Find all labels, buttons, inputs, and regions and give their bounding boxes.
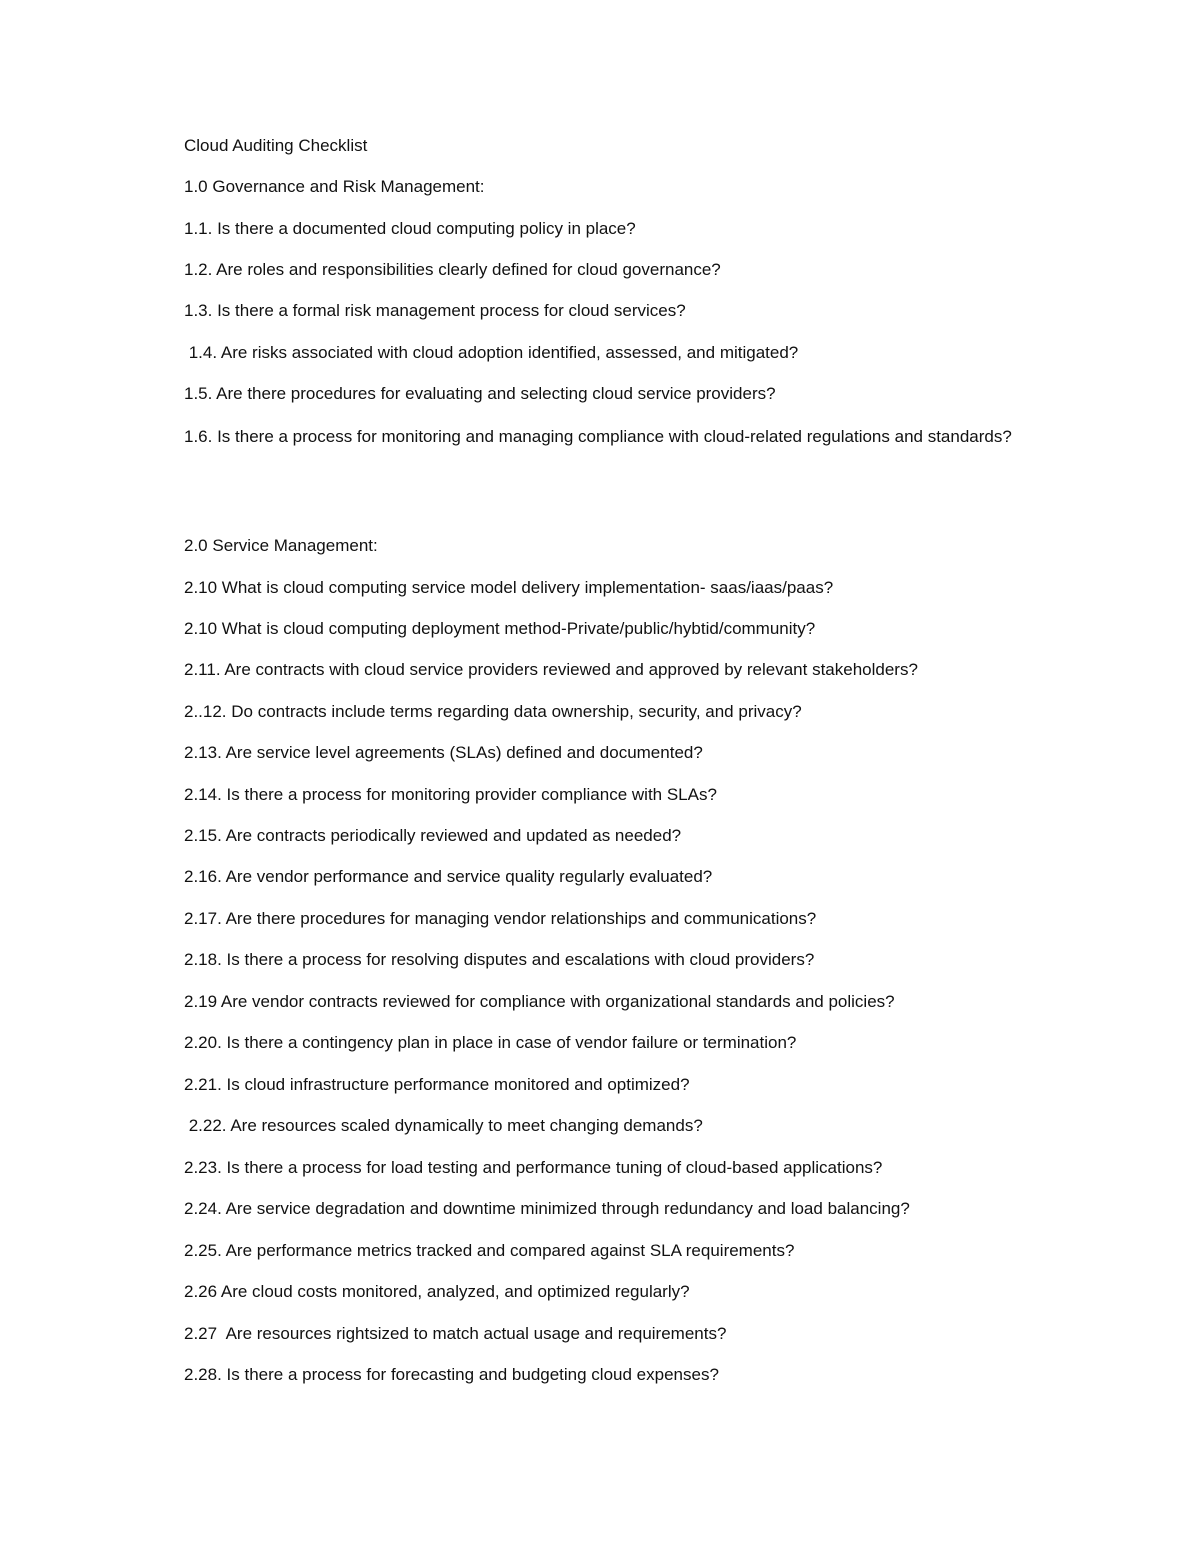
checklist-item: 1.5. Are there procedures for evaluating and selecting cloud service providers? [184, 384, 776, 403]
checklist-item: 2.21. Is cloud infrastructure performance monitored and optimized? [184, 1075, 690, 1094]
section-heading-service-management: 2.0 Service Management: [184, 536, 378, 555]
checklist-item: 2.14. Is there a process for monitoring provider compliance with SLAs? [184, 785, 717, 804]
checklist-item: 2.28. Is there a process for forecasting and budgeting cloud expenses? [184, 1365, 719, 1384]
checklist-item: 2.27 Are resources rightsized to match actual usage and requirements? [184, 1324, 727, 1343]
checklist-item: 2.16. Are vendor performance and service quality regularly evaluated? [184, 867, 713, 886]
checklist-item: 2.17. Are there procedures for managing vendor relationships and communications? [184, 909, 817, 928]
checklist-item: 2.20. Is there a contingency plan in place in case of vendor failure or termination? [184, 1033, 797, 1052]
checklist-item: 2.11. Are contracts with cloud service providers reviewed and approved by relevant stakeholders? [184, 660, 918, 679]
checklist-item: 2.26 Are cloud costs monitored, analyzed, and optimized regularly? [184, 1282, 690, 1301]
checklist-item: 2.10 What is cloud computing service model delivery implementation- saas/iaas/paas? [184, 578, 834, 597]
checklist-item: 2.22. Are resources scaled dynamically to meet changing demands? [184, 1116, 703, 1135]
checklist-item: 2.13. Are service level agreements (SLAs) defined and documented? [184, 743, 703, 762]
checklist-item: 1.4. Are risks associated with cloud adoption identified, assessed, and mitigated? [184, 343, 799, 362]
checklist-item: 1.6. Is there a process for monitoring and managing compliance with cloud-related regulations and standards? [184, 427, 1012, 446]
checklist-item: 2.24. Are service degradation and downtime minimized through redundancy and load balancing? [184, 1199, 910, 1218]
checklist-item: 2.25. Are performance metrics tracked and compared against SLA requirements? [184, 1241, 795, 1260]
checklist-item: 1.1. Is there a documented cloud computing policy in place? [184, 219, 636, 238]
checklist-item: 2.18. Is there a process for resolving disputes and escalations with cloud providers? [184, 950, 815, 969]
checklist-item: 2.15. Are contracts periodically reviewed and updated as needed? [184, 826, 682, 845]
document-title: Cloud Auditing Checklist [184, 136, 368, 155]
checklist-item: 1.3. Is there a formal risk management process for cloud services? [184, 301, 686, 320]
checklist-item: 2.23. Is there a process for load testing and performance tuning of cloud-based applications? [184, 1158, 883, 1177]
checklist-item: 2.10 What is cloud computing deployment method-Private/public/hybtid/community? [184, 619, 816, 638]
checklist-item: 2.19 Are vendor contracts reviewed for compliance with organizational standards and policies? [184, 992, 895, 1011]
checklist-item: 1.2. Are roles and responsibilities clearly defined for cloud governance? [184, 260, 721, 279]
checklist-item: 2..12. Do contracts include terms regarding data ownership, security, and privacy? [184, 702, 802, 721]
section-heading-governance: 1.0 Governance and Risk Management: [184, 177, 485, 196]
